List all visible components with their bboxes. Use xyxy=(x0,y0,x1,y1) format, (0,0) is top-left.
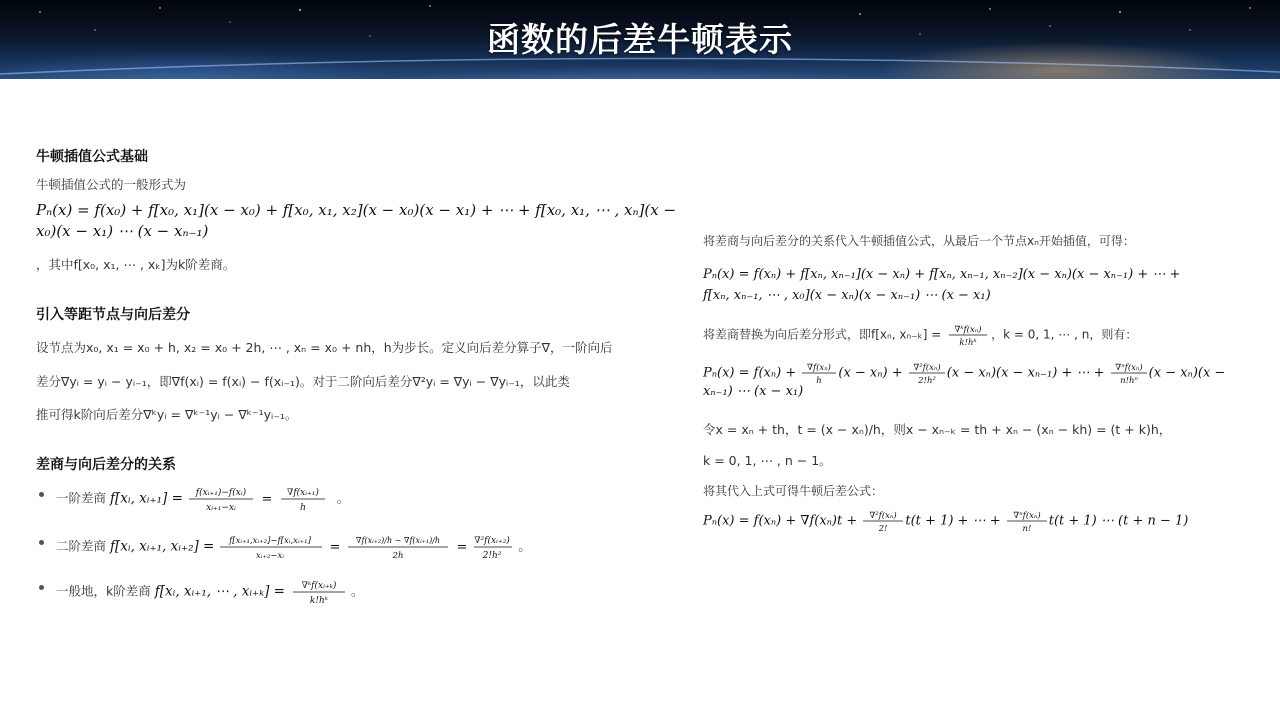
fraction-group xyxy=(945,322,991,348)
substitution-intro: 将差商与向后差分的关系代入牛顿插值公式，从最后一个节点xₙ开始插值，可得： xyxy=(703,234,1135,248)
bullet-k-order xyxy=(36,577,363,607)
svg-text:=: = xyxy=(456,540,468,555)
fraction-group xyxy=(289,577,351,607)
section-heading-newton-basics: 牛顿插值公式基础 xyxy=(36,149,148,165)
fraction-numerator: f(xᵢ₊₁)−f(xᵢ) xyxy=(195,488,247,498)
fraction-numerator: ∇f(xᵢ₊₁) xyxy=(286,488,319,498)
fraction-denominator: xᵢ₊₂−xᵢ xyxy=(256,551,285,561)
newton-formula-line1: Pₙ(x) = f(x₀) + f[x₀, x₁](x − x₀) + f[x₀, x₁, x₂](x − x₀)(x − x₁) + ⋯ + f[x₀, x₁, ⋯ , xₙ](x − xyxy=(36,201,677,219)
fraction-denominator: n!hⁿ xyxy=(1119,376,1138,386)
formula-segment: (x − xₙ)(x − xyxy=(1148,365,1226,381)
fraction-group xyxy=(907,360,947,386)
backward-formula-line2: xₙ₋₁) ⋯ (x − x₁) xyxy=(703,384,804,399)
fraction-numerator: ∇²f(xₙ) xyxy=(913,363,941,373)
fraction-numerator: ∇ⁿf(xₙ) xyxy=(1013,511,1041,521)
replacement-text-pre: 将差商替换为向后差分形式，即f[xₙ, xₙ₋ₖ] = xyxy=(703,327,942,342)
bullet-lhs: f[xᵢ, xᵢ₊₁, xᵢ₊₂] = xyxy=(110,538,215,555)
fraction-denominator: 2!h² xyxy=(482,551,502,561)
fraction-denominator: 2!h² xyxy=(917,376,936,386)
fraction-numerator: ∇ᵏf(xₙ) xyxy=(954,325,982,335)
fraction-numerator: ∇ᵏf(xᵢ₊ₖ) xyxy=(301,581,337,591)
fraction-denominator: h xyxy=(816,376,823,386)
k-range-line: k = 0, 1, ⋯ , n − 1。 xyxy=(703,453,832,468)
fraction-denominator: k!hᵏ xyxy=(309,596,329,606)
fraction-numerator: ∇ⁿf(xₙ) xyxy=(1114,363,1143,373)
bullet-lhs: f[xᵢ, xᵢ₊₁] = xyxy=(110,490,183,507)
final-intro: 将其代入上式可得牛顿后差公式： xyxy=(703,484,884,498)
section-heading-relation: 差商与向后差分的关系 xyxy=(36,457,176,473)
bullet-label: 二阶差商 xyxy=(56,538,107,554)
backward-formula-line1 xyxy=(703,360,1225,386)
bullet-period: 。 xyxy=(518,538,531,554)
fraction-numerator: ∇f(xᵢ₊₂)/h − ∇f(xᵢ₊₁)/h xyxy=(356,536,441,545)
fraction-denominator: xᵢ₊₁−xᵢ xyxy=(206,503,236,513)
formula-segment: Pₙ(x) = f(xₙ) + ∇f(xₙ)t + xyxy=(703,513,858,529)
svg-text:=: = xyxy=(261,492,273,507)
formula-segment: t(t + 1) + ⋯ + xyxy=(905,513,1001,529)
bullet-lhs: f[xᵢ, xᵢ₊₁, ⋯ , xᵢ₊ₖ] = xyxy=(154,583,285,600)
fraction-denominator: h xyxy=(300,503,306,513)
newton-intro-text: 牛顿插值公式的一般形式为 xyxy=(36,177,187,192)
fraction-denominator: 2! xyxy=(878,524,888,534)
formula-segment: t(t + 1) ⋯ (t + n − 1) xyxy=(1048,513,1189,529)
title-banner xyxy=(0,0,1280,79)
fraction-group xyxy=(861,508,905,534)
bullet-label: 一阶差商 xyxy=(56,490,107,506)
fraction-numerator: ∇²f(xₙ) xyxy=(869,511,898,521)
replacement-sentence xyxy=(703,322,1137,348)
interpolation-formula-line2: f[xₙ, xₙ₋₁, ⋯ , x₀](x − xₙ)(x − xₙ₋₁) ⋯ (x − x₁) xyxy=(703,288,991,303)
formula-segment: Pₙ(x) = f(xₙ) + xyxy=(703,365,797,381)
fraction-group xyxy=(187,484,337,514)
formula-segment: (x − xₙ) + xyxy=(838,365,903,381)
bullet-first-order xyxy=(36,484,349,514)
formula-segment: (x − xₙ)(x − xₙ₋₁) + ⋯ + xyxy=(946,365,1105,381)
fraction-group xyxy=(1005,508,1049,534)
page-title: 函数的后差牛顿表示 xyxy=(487,20,793,59)
interpolation-formula-line1: Pₙ(x) = f(xₙ) + f[xₙ, xₙ₋₁](x − xₙ) + f[xₙ, xₙ₋₁, xₙ₋₂](x − xₙ)(x − xₙ₋₁) + ⋯ + xyxy=(703,267,1181,282)
fraction-numerator: f[xᵢ₊₁,xᵢ₊₂]−f[xᵢ,xᵢ₊₁] xyxy=(229,536,312,546)
fraction-numerator: ∇²f(xᵢ₊₂) xyxy=(474,536,511,546)
bullet-second-order xyxy=(36,532,531,562)
fraction-group xyxy=(800,360,838,386)
bullet-label: 一般地，k阶差商 xyxy=(56,583,151,599)
fraction-group xyxy=(218,532,518,562)
bullet-period: 。 xyxy=(336,490,350,506)
newton-backward-formula xyxy=(703,508,1188,534)
backward-difference-line1: 设节点为x₀, x₁ = x₀ + h, x₂ = x₀ + 2h, ⋯ , xₙ = x₀ + nh，h为步长。定义向后差分算子∇，一阶向后 xyxy=(36,340,613,355)
bullet-period: 。 xyxy=(350,583,364,599)
section-heading-backward-difference: 引入等距节点与向后差分 xyxy=(36,307,190,323)
svg-text:=: = xyxy=(329,540,341,555)
backward-difference-line3: 推可得k阶向后差分∇ᵏyᵢ = ∇ᵏ⁻¹yᵢ − ∇ᵏ⁻¹yᵢ₋₁。 xyxy=(36,407,298,422)
fraction-denominator: 2h xyxy=(392,551,404,561)
fraction-numerator: ∇f(xₙ) xyxy=(807,363,832,373)
newton-formula-line2: x₀)(x − x₁) ⋯ (x − xₙ₋₁) xyxy=(36,222,209,240)
fraction-denominator: k!hᵏ xyxy=(959,338,977,348)
divided-difference-note: ，其中f[x₀, x₁, ⋯ , xₖ]为k阶差商。 xyxy=(36,257,236,272)
replacement-text-post: ，k = 0, 1, ⋯ , n，则有： xyxy=(991,327,1138,342)
fraction-group xyxy=(1109,360,1149,386)
variable-substitution-line: 令x = xₙ + th，t = (x − xₙ)/h，则x − xₙ₋ₖ = th + xₙ − (xₙ − kh) = (t + k)h， xyxy=(703,422,1172,437)
backward-difference-line2: 差分∇yᵢ = yᵢ − yᵢ₋₁，即∇f(xᵢ) = f(xᵢ) − f(xᵢ₋₁)。对于二阶向后差分∇²yᵢ = ∇yᵢ − ∇yᵢ₋₁，以此类 xyxy=(36,374,570,389)
fraction-denominator: n! xyxy=(1022,524,1032,534)
